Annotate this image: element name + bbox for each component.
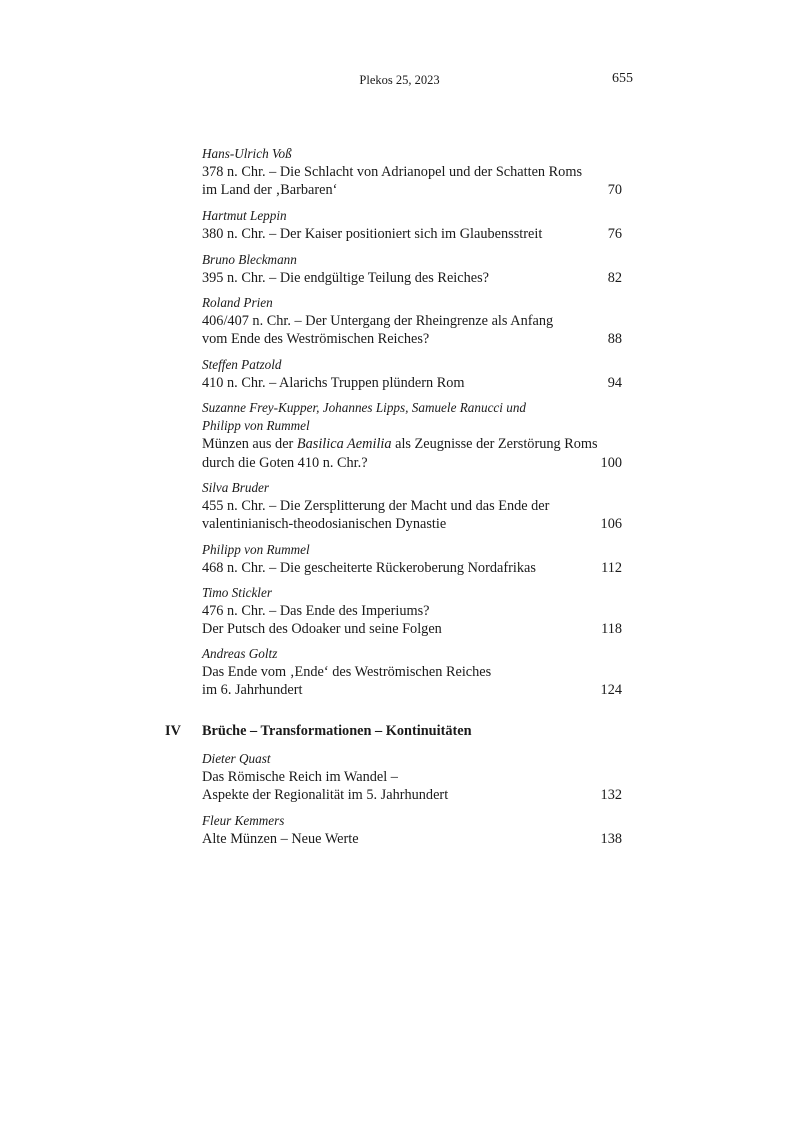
entry-page: 124 [600, 682, 622, 699]
toc-entry[interactable] [202, 207, 622, 243]
title-line: Das Ende vom ‚Ende‘ des Weströmischen Reiches [202, 664, 492, 681]
title-line: 378 n. Chr. – Die Schlacht von Adrianopel und der Schatten Roms [202, 164, 583, 181]
entry-page: 94 [607, 375, 622, 392]
page-number: 655 [612, 71, 633, 86]
toc-entry[interactable] [202, 356, 622, 392]
author: Steffen Patzold [202, 357, 282, 372]
author: Roland Prien [202, 295, 273, 310]
title-line: 476 n. Chr. – Das Ende des Imperiums? [202, 603, 430, 620]
title-line: Das Römische Reich im Wandel – [202, 769, 398, 786]
title-line: im Land der ‚Barbaren‘ [202, 182, 338, 199]
author: Philipp von Rummel [202, 542, 310, 557]
title-line: Aspekte der Regionalität im 5. Jahrhundert [202, 787, 449, 804]
author: Fleur Kemmers [202, 813, 285, 828]
toc-entry[interactable] [202, 750, 622, 805]
title-text: als Zeugnisse der Zerstörung Roms [391, 436, 598, 453]
entry-page: 118 [601, 621, 622, 638]
entry-page: 132 [600, 787, 622, 804]
author: Bruno Bleckmann [202, 252, 297, 267]
toc-entry[interactable] [202, 145, 622, 200]
author: Philipp von Rummel [202, 418, 310, 434]
title-line: Alte Münzen – Neue Werte [202, 831, 359, 848]
entry-page: 82 [607, 270, 622, 287]
title-italic-text: Basilica Aemilia [296, 436, 392, 453]
entry-page: 106 [600, 516, 622, 533]
toc-entry[interactable] [202, 645, 622, 700]
toc-entry[interactable] [202, 541, 622, 577]
entry-page: 100 [600, 454, 622, 471]
title-text: Münzen aus der [202, 436, 297, 453]
title-line: 395 n. Chr. – Die endgültige Teilung des Reiches? [202, 270, 490, 287]
section-title: Brüche – Transformationen – Kontinuitäten [202, 723, 472, 739]
toc-entry[interactable] [202, 294, 622, 349]
author: Silva Bruder [202, 480, 270, 495]
author: Dieter Quast [202, 751, 271, 766]
title-line: 468 n. Chr. – Die gescheiterte Rückeroberung Nordafrikas [202, 560, 536, 577]
entry-page: 138 [600, 831, 622, 848]
title-line: im 6. Jahrhundert [202, 682, 303, 699]
title-line: valentinianisch-theodosianischen Dynastie [202, 516, 447, 533]
entry-page: 112 [601, 560, 622, 577]
title-line: vom Ende des Weströmischen Reiches? [202, 331, 430, 348]
toc-entry[interactable] [202, 399, 622, 472]
author: Andreas Goltz [202, 646, 278, 661]
toc-entry[interactable] [202, 479, 622, 534]
toc-entry[interactable] [202, 584, 622, 639]
entry-page: 76 [607, 226, 622, 243]
toc-entry[interactable] [202, 812, 622, 848]
toc-entry[interactable] [202, 251, 622, 287]
title-line: 410 n. Chr. – Alarichs Truppen plündern Rom [202, 375, 465, 392]
title-line [202, 435, 622, 453]
entry-page: 88 [607, 331, 622, 348]
title-line: durch die Goten 410 n. Chr.? [202, 454, 368, 471]
journal-title: Plekos 25, 2023 [359, 73, 440, 87]
title-line: 406/407 n. Chr. – Der Untergang der Rheingrenze als Anfang [202, 313, 554, 330]
title-line: 455 n. Chr. – Die Zersplitterung der Macht und das Ende der [202, 498, 550, 515]
title-line: 380 n. Chr. – Der Kaiser positioniert sich im Glaubensstreit [202, 226, 543, 243]
title-line: Der Putsch des Odoaker und seine Folgen [202, 621, 442, 638]
author: Hartmut Leppin [202, 208, 287, 223]
author: Timo Stickler [202, 585, 272, 600]
section-number: IV [165, 723, 181, 739]
author: Hans-Ulrich Voß [202, 146, 292, 161]
author: Suzanne Frey-Kupper, Johannes Lipps, Samuele Ranucci und [202, 400, 527, 415]
entry-page: 70 [607, 182, 622, 199]
